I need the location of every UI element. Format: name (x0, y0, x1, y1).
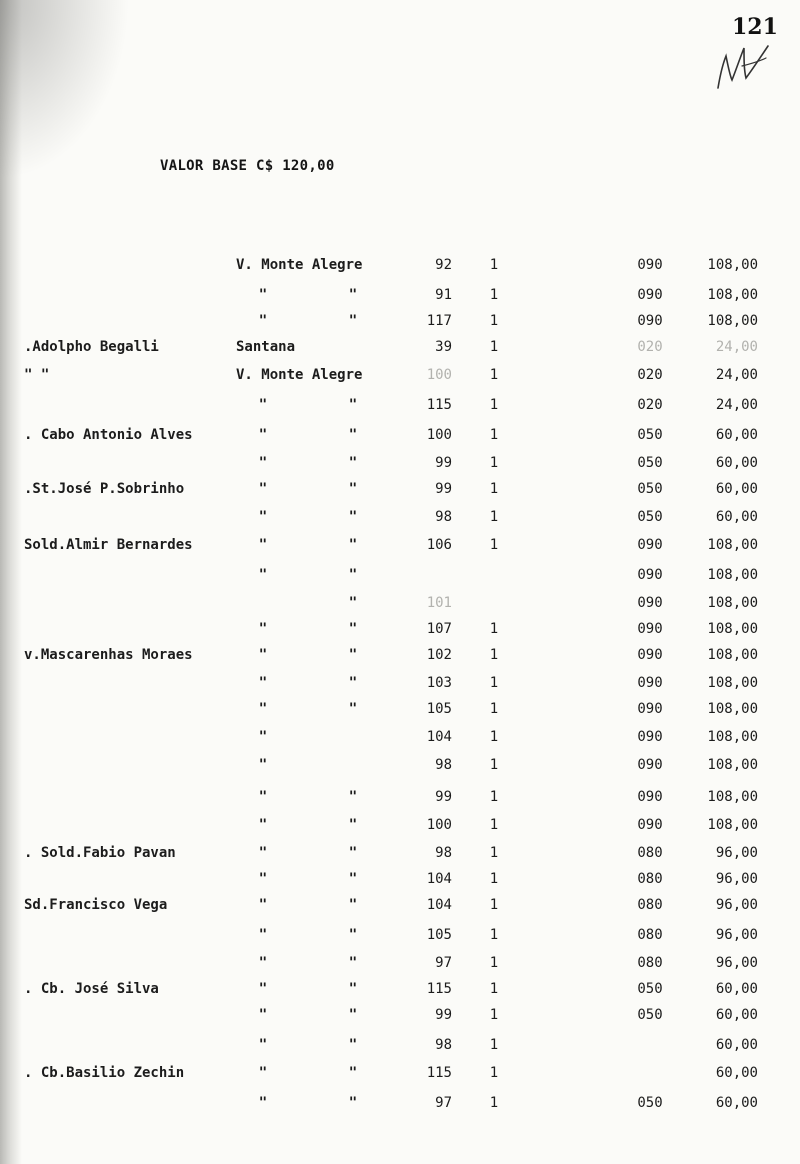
row-value: 60,00 (715, 981, 758, 997)
row-value: 60,00 (715, 1095, 758, 1111)
row-quantity: 1 (489, 871, 499, 887)
row-code: 050 (637, 1095, 663, 1111)
row-quantity: 1 (489, 481, 499, 497)
row-value: 96,00 (715, 955, 758, 971)
row-value: 108,00 (707, 567, 758, 583)
row-code: 020 (637, 397, 663, 413)
ditto-mark: " (258, 481, 268, 497)
ditto-mark: " (258, 927, 268, 943)
row-name: Sold.Almir Bernardes (24, 537, 193, 553)
row-quantity: 1 (489, 1095, 499, 1111)
row-place: V. Monte Alegre (236, 257, 363, 273)
ditto-mark: " (348, 647, 358, 663)
row-code: 090 (637, 675, 663, 691)
ditto-mark: " (348, 845, 358, 861)
ditto-mark: " (258, 955, 268, 971)
ditto-mark: " (258, 621, 268, 637)
table-row (0, 506, 800, 528)
row-quantity: 1 (489, 1065, 499, 1081)
row-quantity: 1 (489, 981, 499, 997)
table-row (0, 564, 800, 586)
ditto-mark: " (348, 955, 358, 971)
ditto-mark: " (348, 1095, 358, 1111)
row-number: 39 (435, 339, 452, 355)
row-number: 97 (435, 1095, 452, 1111)
row-name: Sd.Francisco Vega (24, 897, 168, 913)
row-code: 080 (637, 927, 663, 943)
row-code: 090 (637, 757, 663, 773)
ditto-mark: " (348, 789, 358, 805)
ditto-mark: " (258, 567, 268, 583)
row-place: V. Monte Alegre (236, 367, 363, 383)
row-name: v.Mascarenhas Moraes (24, 647, 193, 663)
ditto-mark: " (258, 509, 268, 525)
row-value: 108,00 (707, 789, 758, 805)
row-quantity: 1 (489, 313, 499, 329)
row-name: . Cabo Antonio Alves (24, 427, 193, 443)
ditto-mark: " (348, 287, 358, 303)
row-number: 99 (435, 481, 452, 497)
row-quantity: 1 (489, 789, 499, 805)
row-value: 96,00 (715, 927, 758, 943)
ditto-mark: " (258, 675, 268, 691)
ditto-mark: " (258, 871, 268, 887)
row-number: 115 (426, 397, 452, 413)
table-row (0, 364, 800, 386)
row-value: 24,00 (715, 367, 758, 383)
row-code: 090 (637, 257, 663, 273)
row-quantity: 1 (489, 537, 499, 553)
row-quantity: 1 (489, 845, 499, 861)
ditto-mark: " (348, 313, 358, 329)
table-row (0, 952, 800, 974)
table-row (0, 644, 800, 666)
ditto-mark: " (258, 701, 268, 717)
row-code: 050 (637, 1007, 663, 1023)
ditto-mark: " (348, 509, 358, 525)
row-code: 080 (637, 897, 663, 913)
row-quantity: 1 (489, 427, 499, 443)
row-number: 100 (426, 367, 452, 383)
ditto-mark: " (258, 845, 268, 861)
row-code: 090 (637, 567, 663, 583)
table-row (0, 452, 800, 474)
ditto-mark: " (258, 1095, 268, 1111)
row-quantity: 1 (489, 257, 499, 273)
row-number: 98 (435, 509, 452, 525)
ditto-mark: " (348, 675, 358, 691)
row-value: 108,00 (707, 313, 758, 329)
row-quantity: 1 (489, 729, 499, 745)
row-value: 96,00 (715, 845, 758, 861)
ditto-mark: " (348, 701, 358, 717)
document-title: VALOR BASE C$ 120,00 (160, 158, 335, 174)
row-number: 115 (426, 1065, 452, 1081)
row-value: 60,00 (715, 481, 758, 497)
row-quantity: 1 (489, 701, 499, 717)
table-row (0, 478, 800, 500)
row-value: 60,00 (715, 509, 758, 525)
ditto-mark: " (258, 1037, 268, 1053)
row-code: 050 (637, 427, 663, 443)
ditto-mark: " (348, 1037, 358, 1053)
row-value: 60,00 (715, 1065, 758, 1081)
table-row (0, 310, 800, 332)
row-number: 92 (435, 257, 452, 273)
table-row (0, 1092, 800, 1114)
ditto-mark: " (258, 789, 268, 805)
row-value: 108,00 (707, 595, 758, 611)
row-number: 105 (426, 927, 452, 943)
table-row (0, 672, 800, 694)
table-row (0, 1034, 800, 1056)
row-value: 108,00 (707, 287, 758, 303)
row-quantity: 1 (489, 1007, 499, 1023)
row-number: 100 (426, 817, 452, 833)
row-quantity: 1 (489, 509, 499, 525)
handwritten-initials (712, 36, 772, 96)
ditto-mark: " (348, 897, 358, 913)
row-number: 99 (435, 455, 452, 471)
ditto-mark: " (348, 621, 358, 637)
ditto-mark: " (258, 397, 268, 413)
row-value: 108,00 (707, 701, 758, 717)
row-name: " " (24, 367, 50, 383)
ditto-mark: " (348, 1065, 358, 1081)
row-number: 115 (426, 981, 452, 997)
ditto-mark: " (348, 1007, 358, 1023)
row-code: 090 (637, 537, 663, 553)
row-value: 108,00 (707, 621, 758, 637)
row-number: 103 (426, 675, 452, 691)
ditto-mark: " (258, 537, 268, 553)
row-code: 050 (637, 455, 663, 471)
ditto-mark: " (258, 427, 268, 443)
table-row (0, 698, 800, 720)
row-quantity: 1 (489, 397, 499, 413)
row-number: 98 (435, 845, 452, 861)
ditto-mark: " (348, 871, 358, 887)
ditto-mark: " (258, 1007, 268, 1023)
row-quantity: 1 (489, 955, 499, 971)
row-number: 99 (435, 789, 452, 805)
row-code: 080 (637, 871, 663, 887)
row-number: 101 (426, 595, 452, 611)
row-number: 117 (426, 313, 452, 329)
row-quantity: 1 (489, 675, 499, 691)
row-quantity: 1 (489, 757, 499, 773)
row-value: 108,00 (707, 729, 758, 745)
row-value: 60,00 (715, 1037, 758, 1053)
row-number: 97 (435, 955, 452, 971)
row-quantity: 1 (489, 621, 499, 637)
row-quantity: 1 (489, 1037, 499, 1053)
ditto-mark: " (348, 397, 358, 413)
row-code: 090 (637, 313, 663, 329)
row-name: . Cb. José Silva (24, 981, 159, 997)
row-code: 090 (637, 817, 663, 833)
row-quantity: 1 (489, 927, 499, 943)
row-quantity: 1 (489, 367, 499, 383)
row-value: 96,00 (715, 897, 758, 913)
table-row (0, 924, 800, 946)
row-number: 107 (426, 621, 452, 637)
table-row (0, 336, 800, 358)
ditto-mark: " (348, 427, 358, 443)
table-row (0, 978, 800, 1000)
row-quantity: 1 (489, 455, 499, 471)
row-name: . Sold.Fabio Pavan (24, 845, 176, 861)
row-number: 104 (426, 729, 452, 745)
table-row (0, 726, 800, 748)
row-value: 60,00 (715, 427, 758, 443)
table-row (0, 592, 800, 614)
table-row (0, 284, 800, 306)
row-value: 24,00 (715, 397, 758, 413)
ditto-mark: " (258, 1065, 268, 1081)
row-place: Santana (236, 339, 296, 355)
table-row (0, 868, 800, 890)
row-number: 106 (426, 537, 452, 553)
row-value: 60,00 (715, 455, 758, 471)
scan-corner-shadow (0, 0, 130, 180)
row-code: 080 (637, 845, 663, 861)
row-value: 96,00 (715, 871, 758, 887)
ditto-mark: " (348, 567, 358, 583)
row-number: 102 (426, 647, 452, 663)
row-name: .St.José P.Sobrinho (24, 481, 185, 497)
row-code: 090 (637, 647, 663, 663)
table-row (0, 754, 800, 776)
row-number: 104 (426, 897, 452, 913)
ditto-mark: " (258, 287, 268, 303)
row-code: 090 (637, 789, 663, 805)
ditto-mark: " (258, 313, 268, 329)
row-value: 108,00 (707, 537, 758, 553)
table-row (0, 894, 800, 916)
row-code: 050 (637, 481, 663, 497)
row-value: 108,00 (707, 675, 758, 691)
ditto-mark: " (348, 455, 358, 471)
ditto-mark: " (348, 981, 358, 997)
row-code: 050 (637, 509, 663, 525)
row-number: 99 (435, 1007, 452, 1023)
table-row (0, 842, 800, 864)
row-code: 090 (637, 621, 663, 637)
ditto-mark: " (258, 981, 268, 997)
row-number: 98 (435, 757, 452, 773)
row-number: 100 (426, 427, 452, 443)
ditto-mark: " (348, 481, 358, 497)
row-code: 090 (637, 287, 663, 303)
row-quantity: 1 (489, 287, 499, 303)
ditto-mark: " (348, 817, 358, 833)
row-quantity: 1 (489, 817, 499, 833)
table-row (0, 618, 800, 640)
row-code: 020 (637, 339, 663, 355)
ditto-mark: " (348, 927, 358, 943)
ditto-mark: " (258, 729, 268, 745)
ditto-mark: " (348, 537, 358, 553)
row-number: 105 (426, 701, 452, 717)
table-row (0, 814, 800, 836)
table-row (0, 534, 800, 556)
page-number: 121 (732, 14, 778, 40)
row-code: 020 (637, 367, 663, 383)
ditto-mark: " (348, 595, 358, 611)
ditto-mark: " (258, 817, 268, 833)
row-quantity: 1 (489, 647, 499, 663)
row-quantity: 1 (489, 897, 499, 913)
row-value: 108,00 (707, 757, 758, 773)
row-code: 050 (637, 981, 663, 997)
table-row (0, 1062, 800, 1084)
ditto-mark: " (258, 897, 268, 913)
row-value: 24,00 (715, 339, 758, 355)
ditto-mark: " (258, 647, 268, 663)
row-number: 91 (435, 287, 452, 303)
table-row (0, 424, 800, 446)
row-value: 60,00 (715, 1007, 758, 1023)
row-name: . Cb.Basilio Zechin (24, 1065, 185, 1081)
row-code: 090 (637, 701, 663, 717)
row-name: .Adolpho Begalli (24, 339, 159, 355)
row-code: 080 (637, 955, 663, 971)
table-row (0, 786, 800, 808)
table-row (0, 394, 800, 416)
row-code: 090 (637, 595, 663, 611)
ditto-mark: " (258, 757, 268, 773)
row-value: 108,00 (707, 647, 758, 663)
row-number: 98 (435, 1037, 452, 1053)
ditto-mark: " (258, 455, 268, 471)
row-value: 108,00 (707, 257, 758, 273)
table-row (0, 1004, 800, 1026)
row-value: 108,00 (707, 817, 758, 833)
row-number: 104 (426, 871, 452, 887)
row-quantity: 1 (489, 339, 499, 355)
table-row (0, 254, 800, 276)
row-code: 090 (637, 729, 663, 745)
